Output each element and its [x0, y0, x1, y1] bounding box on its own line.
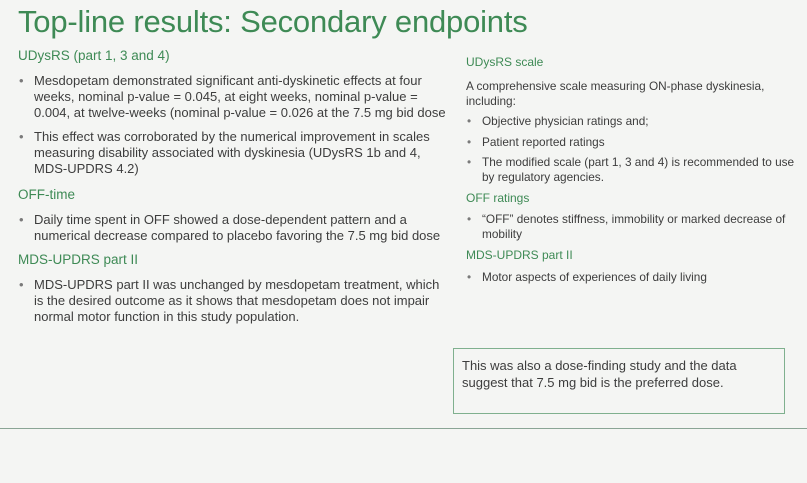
- list-item: • Objective physician ratings and;: [466, 114, 802, 129]
- conclusion-callout-box: This was also a dose-finding study and the data suggest that 7.5 mg bid is the preferred dose.: [453, 348, 785, 414]
- mds-updrs-part-ii-heading: MDS-UPDRS part II: [466, 248, 573, 262]
- udysrs-scale-heading: UDysRS scale: [466, 55, 544, 69]
- list-item: • Mesdopetam demonstrated significant anti-dyskinetic effects at four weeks, nominal p-value = 0.045, at eight weeks, nominal p-value = 0.004, at twelve-weeks (nominal p-value = 0.026 at the 7.5 mg bid dose: [18, 73, 448, 120]
- off-time-heading: OFF-time: [18, 186, 75, 202]
- off-ratings-bullet-list: [466, 212, 802, 241]
- mds-updrs-heading: MDS-UPDRS part II: [18, 252, 139, 268]
- slide-title: Top-line results: Secondary endpoints: [18, 4, 528, 39]
- bottom-divider: [0, 428, 807, 429]
- list-item: • Patient reported ratings: [466, 135, 802, 150]
- list-item: • Motor aspects of experiences of daily living: [466, 270, 802, 285]
- udysrs-scale-description: A comprehensive scale measuring ON-phase dyskinesia, including:: [466, 79, 765, 108]
- list-item: • “OFF” denotes stiffness, immobility or marked decrease of mobility: [466, 212, 802, 241]
- udysrs-bullet-list: [18, 73, 448, 177]
- list-item: • The modified scale (part 1, 3 and 4) is recommended to use by regulatory agencies.: [466, 155, 802, 184]
- left-column: [18, 47, 448, 325]
- right-column: [466, 55, 802, 285]
- mds-updrs-part-ii-bullet-list: [466, 270, 802, 285]
- list-item: • This effect was corroborated by the numerical improvement in scales measuring disability associated with dyskinesia (UDysRS 1b and 4, MDS-UPDRS 4.2): [18, 129, 448, 176]
- udysrs-heading: UDysRS (part 1, 3 and 4): [18, 48, 170, 63]
- udysrs-scale-bullet-list: [466, 114, 802, 184]
- list-item: • MDS-UPDRS part II was unchanged by mesdopetam treatment, which is the desired outcome as it shows that mesdopetam does not impair normal motor function in this study population.: [18, 277, 448, 324]
- mds-updrs-bullet-list: [18, 277, 448, 324]
- off-time-bullet-list: [18, 212, 448, 244]
- off-ratings-heading: OFF ratings: [466, 191, 530, 205]
- list-item: • Daily time spent in OFF showed a dose-dependent pattern and a numerical decrease compared to placebo favoring the 7.5 mg bid dose: [18, 212, 448, 244]
